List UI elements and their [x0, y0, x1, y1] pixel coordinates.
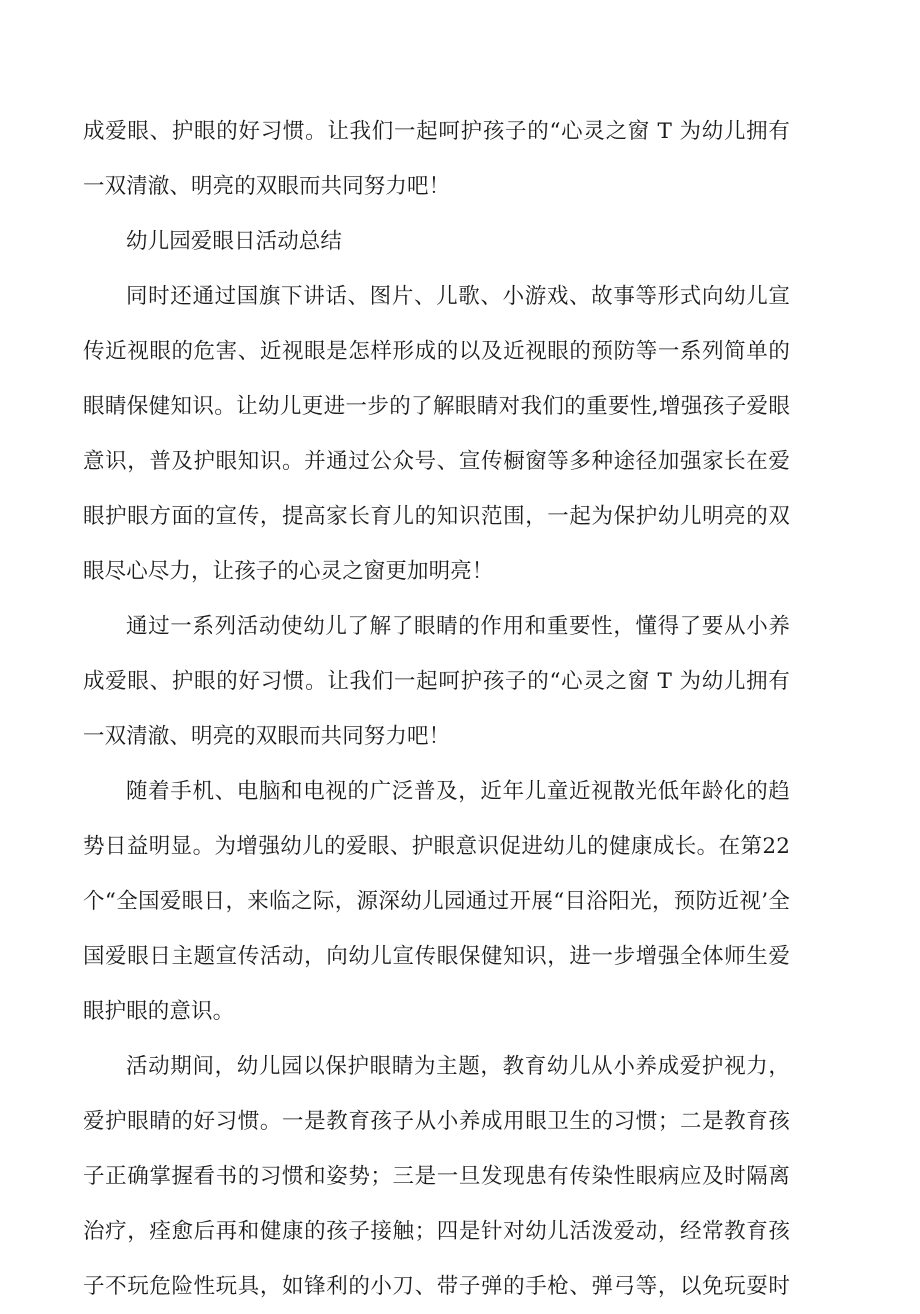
paragraph-background-myopia-trend: 随着手机、电脑和电视的广泛普及，近年儿童近视散光低年龄化的趋势日益明显。为增强幼儿的爱眼、护眼意识促进幼儿的健康成长。在第22个“全国爱眼日，来临之际，源深幼儿园通过开展“目浴阳光，预防近视’全国爱眼日主题宣传活动，向幼儿宣传眼保健知识，进一步增强全体师生爱眼护眼的意识。: [83, 779, 790, 1024]
document-text-column: [83, 104, 790, 1314]
section-heading-eye-care-day-summary: 幼儿园爱眼日活动总结: [126, 229, 343, 254]
paragraph-activity-measures: 活动期间，幼儿园以保护眼睛为主题，教育幼儿从小养成爱护视力，爱护眼睛的好习惯。一是教育孩子从小养成用眼卫生的习惯；二是教育孩子正确掌握看书的习惯和姿势；三是一旦发现患有传染性眼病应及时隔离治疗，痊愈后再和健康的孩子接触；四是针对幼儿活泼爱动，经常教育孩子不玩危险性玩具，如锋利的小刀、带子弹的手枪、弹弓等，以免玩耍时: [83, 1054, 790, 1299]
paragraph-continued-from-previous-page: 成爱眼、护眼的好习惯。让我们一起呵护孩子的“心灵之窗 T 为幼儿拥有一双清澈、明亮的双眼而共同努力吧！: [83, 119, 790, 199]
paragraph-activity-outcome: 通过一系列活动使幼儿了解了眼睛的作用和重要性，懂得了要从小养成爱眼、护眼的好习惯。让我们一起呵护孩子的“心灵之窗 T 为幼儿拥有一双清澈、明亮的双眼而共同努力吧！: [83, 614, 790, 749]
paragraph-publicity-channels: 同时还通过国旗下讲话、图片、儿歌、小游戏、故事等形式向幼儿宣传近视眼的危害、近视眼是怎样形成的以及近视眼的预防等一系列简单的眼睛保健知识。让幼儿更进一步的了解眼睛对我们的重要性,增强孩子爱眼意识，普及护眼知识。并通过公众号、宣传橱窗等多种途径加强家长在爱眼护眼方面的宣传，提高家长育儿的知识范围，一起为保护幼儿明亮的双眼尽心尽力，让孩子的心灵之窗更加明亮！: [83, 284, 790, 584]
